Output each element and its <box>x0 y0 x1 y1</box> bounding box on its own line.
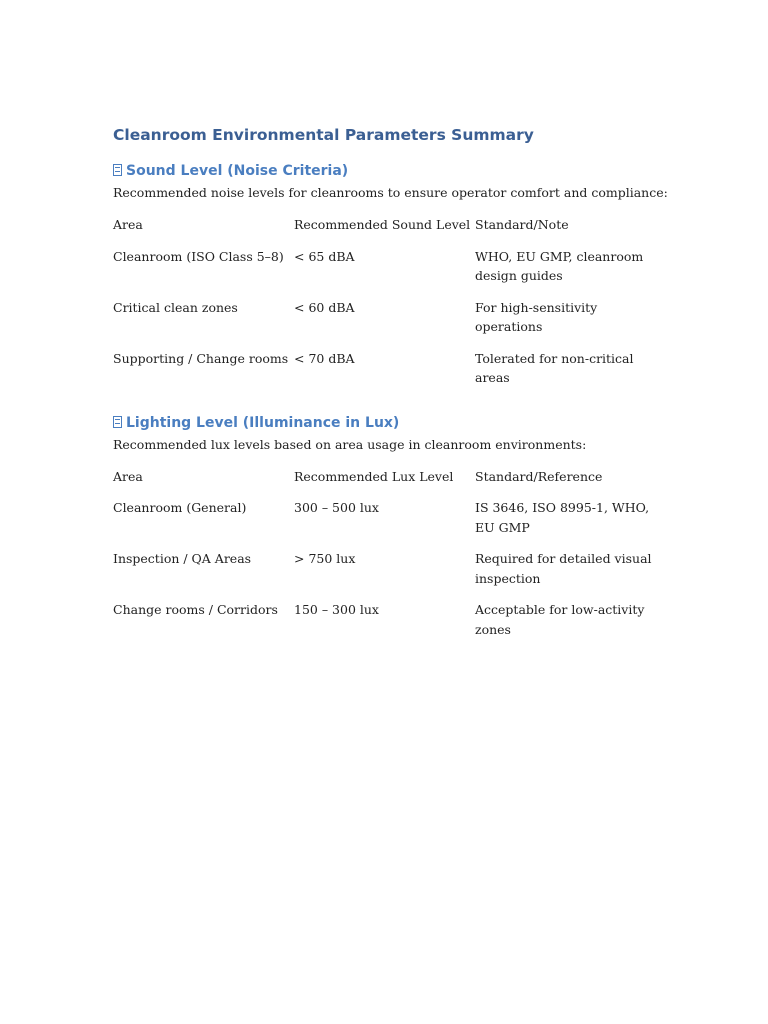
table-header-row <box>113 215 653 247</box>
header-cell-standard: Standard/Reference <box>475 468 603 484</box>
header-cell-standard: Standard/Note <box>475 217 569 232</box>
missing-glyph-icon <box>113 164 122 176</box>
cell-level: < 70 dBA <box>294 350 355 366</box>
cell-standard: For high-sensitivity operations <box>475 299 598 334</box>
lighting-section <box>113 413 653 640</box>
sound-section <box>113 161 668 388</box>
table-row <box>113 349 653 388</box>
sound-heading-text: Sound Level (Noise Criteria) <box>126 163 349 179</box>
table-row <box>113 298 653 349</box>
table-row <box>113 600 653 639</box>
cell-level: < 60 dBA <box>294 299 355 315</box>
cell-area: Change rooms / Corridors <box>113 602 278 617</box>
cell-standard: IS 3646, ISO 8995-1, WHO, EU GMP <box>475 500 650 535</box>
cell-standard: WHO, EU GMP, cleanroom design guides <box>475 248 644 283</box>
table-row <box>113 498 653 549</box>
cell-area: Inspection / QA Areas <box>113 551 252 566</box>
table-row <box>113 247 653 298</box>
cell-standard: Tolerated for non-critical areas <box>475 350 634 385</box>
lighting-table <box>113 467 653 640</box>
cell-standard: Acceptable for low-activity zones <box>475 602 645 637</box>
cell-level: 150 – 300 lux <box>294 602 379 617</box>
cell-level: < 65 dBA <box>294 248 355 264</box>
document-page <box>113 124 668 639</box>
lighting-heading <box>113 413 653 433</box>
cell-area: Supporting / Change rooms <box>113 350 289 366</box>
lighting-intro: Recommended lux levels based on area usage in cleanroom environments: <box>113 436 587 452</box>
header-cell-level: Recommended Sound Level <box>294 217 471 232</box>
sound-table <box>113 215 653 388</box>
missing-glyph-icon <box>113 416 122 428</box>
table-row <box>113 549 653 600</box>
lighting-heading-text: Lighting Level (Illuminance in Lux) <box>126 414 400 431</box>
sound-heading <box>113 161 653 181</box>
document-title: Cleanroom Environmental Parameters Summary <box>113 126 534 144</box>
table-header-row <box>113 467 653 499</box>
sound-intro: Recommended noise levels for cleanrooms to ensure operator comfort and compliance: <box>113 185 668 200</box>
cell-area: Critical clean zones <box>113 299 238 315</box>
cell-area: Cleanroom (ISO Class 5–8) <box>113 248 284 264</box>
cell-standard: Required for detailed visual inspection <box>475 551 652 586</box>
cell-level: 300 – 500 lux <box>294 500 379 515</box>
cell-area: Cleanroom (General) <box>113 500 247 515</box>
cell-level: > 750 lux <box>294 551 356 566</box>
header-cell-area: Area <box>113 217 143 232</box>
header-cell-area: Area <box>113 468 143 484</box>
header-cell-level: Recommended Lux Level <box>294 468 454 484</box>
